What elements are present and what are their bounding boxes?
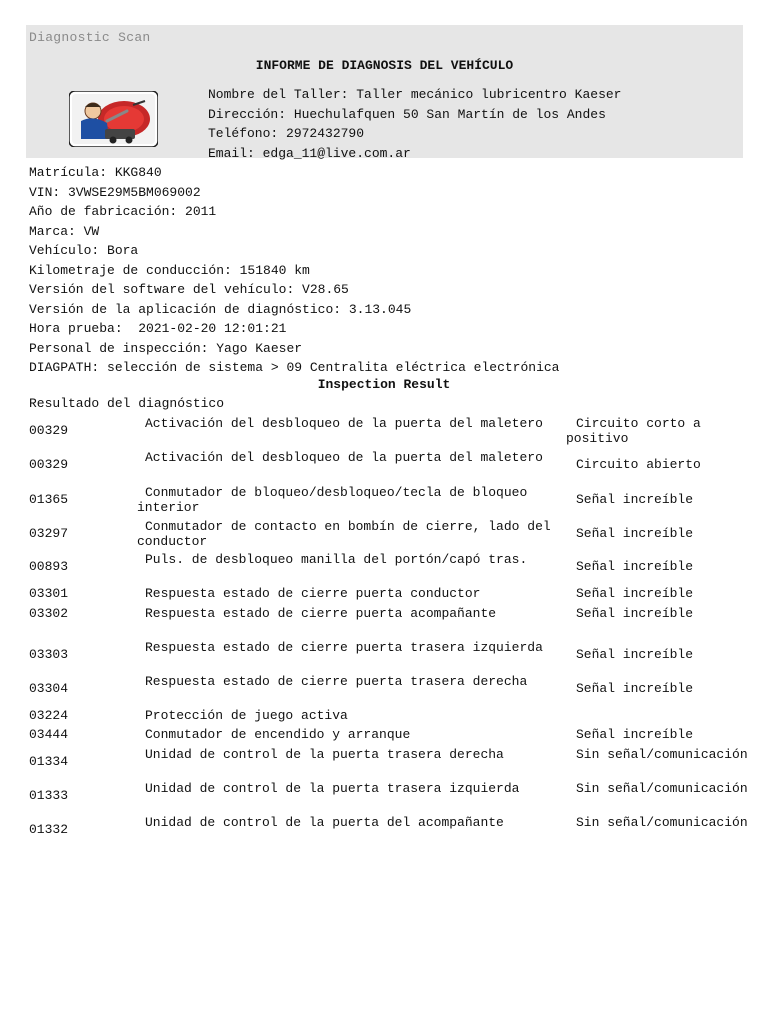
shop-email: Email: edga_11@live.com.ar [208,145,411,161]
fault-description: Respuesta estado de cierre puerta trasera derecha [145,674,528,689]
diagnosis-results-label: Resultado del diagnóstico [29,396,225,411]
test-time: Hora prueba: 2021-02-20 12:01:21 [29,321,287,336]
fault-status: Señal increíble [576,727,694,742]
shop-address: Dirección: Huechulafquen 50 San Martín de los Andes [208,106,606,122]
app-label: Diagnostic Scan [29,30,151,45]
fault-code: 03444 [29,727,69,742]
vehicle-mileage: Kilometraje de conducción: 151840 km [29,262,310,278]
vehicle-plate: Matrícula: KKG840 [29,165,162,180]
fault-description: Unidad de control de la puerta del acompañante [145,815,504,830]
fault-description: Unidad de control de la puerta trasera derecha [145,747,504,762]
fault-description: Conmutador de encendido y arranque [145,727,411,742]
fault-description: Activación del desbloqueo de la puerta del maletero [145,450,543,465]
fault-status: Señal increíble [576,492,694,507]
fault-code: 03224 [29,708,69,723]
fault-status: Señal increíble [576,586,694,601]
fault-status: Sin señal/comunicación [576,781,748,796]
mechanic-logo-icon [69,91,158,147]
fault-code: 01333 [29,788,69,803]
fault-status: Circuito corto a positivo [566,416,701,446]
vehicle-year: Año de fabricación: 2011 [29,204,217,219]
report-header [26,25,743,161]
fault-description: Conmutador de contacto en bombín de cierre, lado del conductor [137,519,551,549]
fault-code: 00329 [29,457,69,472]
fault-code: 03302 [29,606,69,621]
vehicle-vin: VIN: 3VWSE29M5BM069002 [29,184,201,200]
shop-info [208,85,621,163]
fault-status: Señal increíble [576,681,694,696]
fault-description: Respuesta estado de cierre puerta conductor [145,586,481,601]
fault-status: Señal increíble [576,559,694,574]
fault-code: 01365 [29,492,69,507]
fault-description: Conmutador de bloqueo/desbloqueo/tecla de bloqueo interior [137,485,528,515]
fault-description: Protección de juego activa [145,708,348,723]
report-title: INFORME DE DIAGNOSIS DEL VEHÍCULO [255,58,514,73]
shop-phone: Teléfono: 2972432790 [208,126,365,141]
fault-description: Respuesta estado de cierre puerta trasera izquierda [145,640,543,655]
fault-code: 03303 [29,647,69,662]
fault-status: Sin señal/comunicación [576,815,748,830]
diagpath: DIAGPATH: selección de sistema > 09 Centralita eléctrica electrónica [29,360,560,375]
fault-description: Puls. de desbloqueo manilla del portón/capó tras. [145,552,528,567]
fault-code: 03297 [29,526,69,541]
fault-code: 00893 [29,559,69,574]
fault-status: Sin señal/comunicación [576,747,748,762]
vehicle-brand: Marca: VW [29,223,100,239]
fault-description: Respuesta estado de cierre puerta acompañante [145,606,497,621]
fault-status: Señal increíble [576,606,694,621]
vehicle-software-version: Versión del software del vehículo: V28.65 [29,282,349,297]
fault-code: 01334 [29,754,69,769]
shop-name: Nombre del Taller: Taller mecánico lubricentro Kaeser [208,87,622,102]
fault-status: Señal increíble [576,647,694,662]
fault-code: 01332 [29,822,69,837]
fault-code: 03301 [29,586,69,601]
inspector: Personal de inspección: Yago Kaeser [29,340,303,356]
fault-status: Circuito abierto [576,457,701,472]
fault-description: Activación del desbloqueo de la puerta del maletero [145,416,543,431]
fault-description: Unidad de control de la puerta trasera izquierda [145,781,520,796]
vehicle-model: Vehículo: Bora [29,243,139,258]
inspection-result-title: Inspection Result [317,377,451,392]
fault-status: Señal increíble [576,526,694,541]
vehicle-info [29,163,560,378]
fault-code: 00329 [29,423,69,438]
fault-code: 03304 [29,681,69,696]
diagnostic-app-version: Versión de la aplicación de diagnóstico: 3.13.045 [29,301,412,317]
